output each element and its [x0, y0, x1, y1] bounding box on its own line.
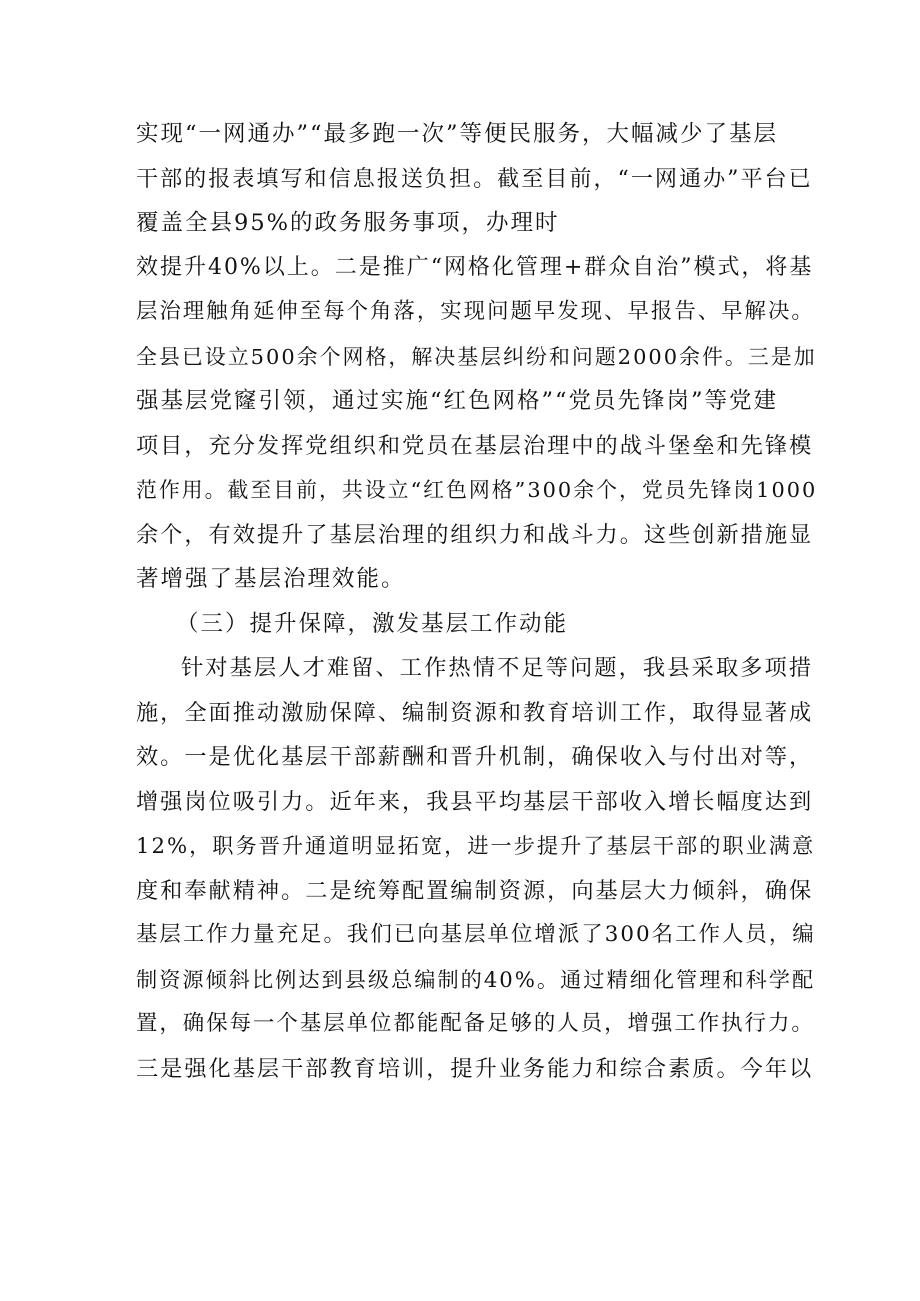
body-text-line: 全县已设立500余个网格，解决基层纠纷和问题2000余件。三是加: [136, 344, 817, 369]
body-text-line: 余个，有效提升了基层治理的组织力和战斗力。这些创新措施显: [136, 521, 814, 548]
body-text-line: 三是强化基层干部教育培训，提升业务能力和综合素质。今年以: [136, 1055, 814, 1082]
body-text-line: 效。一是优化基层干部薪酬和晋升机制，确保收入与付出对等，: [136, 744, 814, 770]
body-text-line: 度和奉献精神。二是统筹配置编制资源，向基层大力倾斜，确保: [136, 877, 814, 904]
body-text-line: 干部的报表填写和信息报送负担。截至目前，“一网通办”平台已: [136, 165, 813, 192]
body-text-line: 置，确保每一个基层单位都能配备足够的人员，增强工作执行力。: [136, 1011, 815, 1036]
body-text-line: 12%，职务晋升通道明显拓宽，进一步提升了基层干部的职业满意: [136, 833, 816, 858]
body-text-line: 层治理触角延伸至每个角落，实现问题早发现、早报告、早解决。: [136, 299, 815, 324]
body-text-line: 增强岗位吸引力。近年来，我县平均基层干部收入增长幅度达到: [136, 788, 814, 815]
body-text-line: 著增强了基层治理效能。: [136, 566, 406, 592]
section-heading: （三）提升保障，激发基层工作动能: [176, 610, 569, 637]
body-text-line: 施，全面推动激励保障、编制资源和教育培训工作，取得显著成: [136, 699, 814, 726]
body-text-line: 实现“一网通办”“最多跑一次”等便民服务，大幅减少了基层: [136, 121, 779, 147]
body-text-line: 项目，充分发挥党组织和党员在基层治理中的战斗堡垒和先锋模: [136, 432, 814, 459]
paragraph-first-line: 针对基层人才难留、工作热情不足等问题，我县采取多项措: [181, 655, 814, 681]
body-text-line: 效提升40%以上。二是推广“网格化管理+群众自治”模式，将基: [136, 254, 814, 280]
body-text-line: 制资源倾斜比例达到县级总编制的40%。通过精细化管理和科学配: [136, 966, 816, 992]
body-text-line: 范作用。截至目前，共设立“红色网格”300余个，党员先锋岗1000: [136, 478, 818, 502]
document-body: [136, 112, 816, 1091]
body-text-line: 覆盖全县95%的政务服务事项，办理时: [136, 210, 560, 236]
body-text-line: 强基层党窿引领，通过实施“红色网格”“党员先锋岗”等党建: [136, 388, 779, 414]
body-text-line: 基层工作力量充足。我们已向基层单位增派了300名工作人员，编: [136, 922, 816, 947]
